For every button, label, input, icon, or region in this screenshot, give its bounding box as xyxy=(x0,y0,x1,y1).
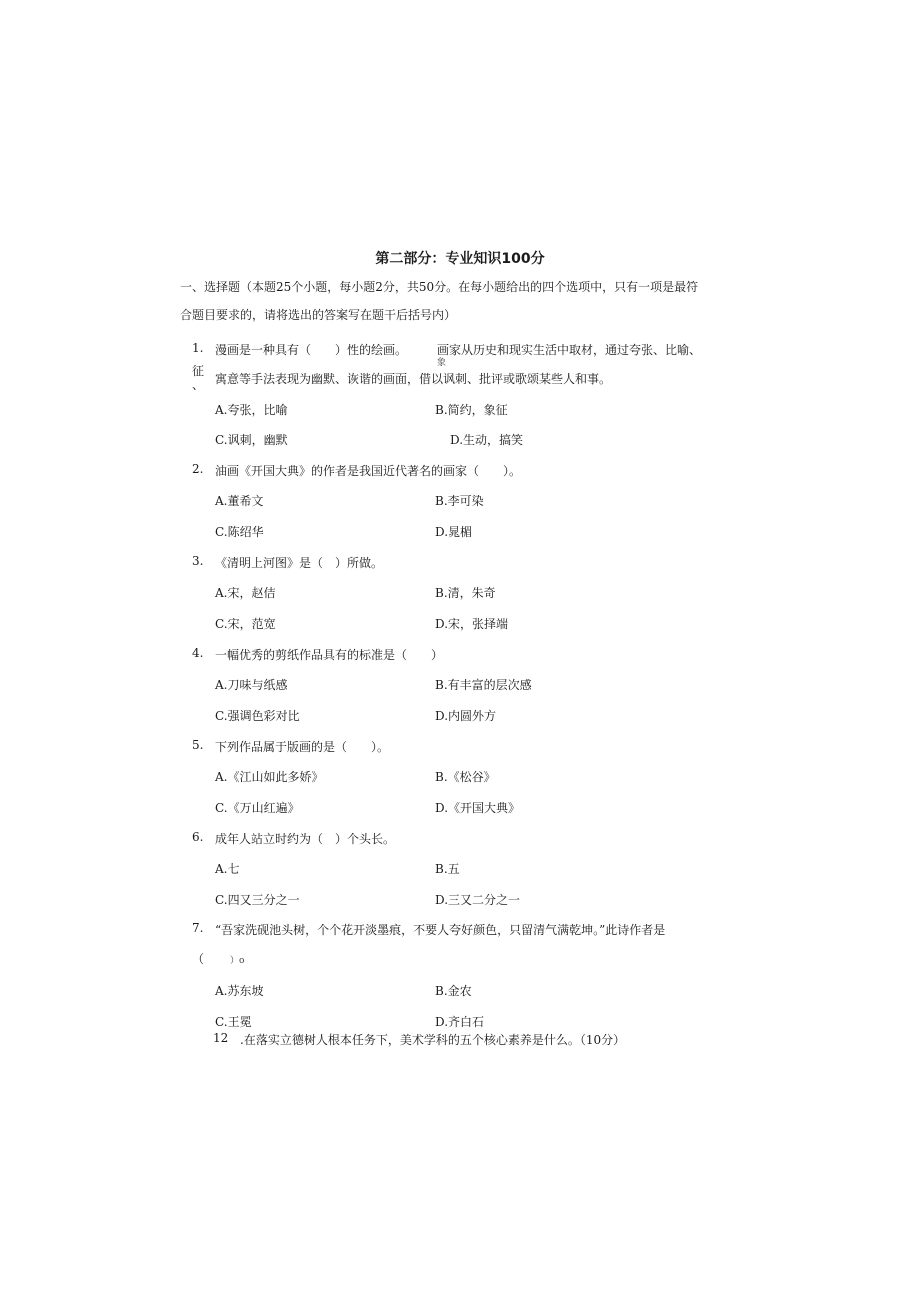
question-1-fragment-top: 象 xyxy=(437,358,447,368)
question-5-option-a: A.《江山如此多娇》 xyxy=(215,770,324,784)
question-3-option-c: C.宋，范宽 xyxy=(215,617,276,631)
question-5-option-b: B.《松谷》 xyxy=(435,770,496,784)
question-3-text: 《清明上河图》是（ ）所做。 xyxy=(215,556,384,570)
question-5-number: 5. xyxy=(192,738,204,752)
question-6-number: 6. xyxy=(192,830,204,844)
question-1-option-b: B.简约，象征 xyxy=(435,403,508,417)
question-4-option-a: A.刀味与纸感 xyxy=(215,678,288,692)
question-2-option-b: B.李可染 xyxy=(435,494,484,508)
question-1-option-d: D.生动，搞笑 xyxy=(450,433,524,447)
question-2-option-d: D.晁楣 xyxy=(435,525,473,539)
question-1-number: 1. xyxy=(192,341,204,355)
question-2-number: 2. xyxy=(192,462,204,476)
question-5-text: 下列作品属于版画的是（ ）。 xyxy=(215,740,390,754)
question-6-option-b: B.五 xyxy=(435,862,460,876)
question-7-text: “吾家洗砚池头树，个个花开淡墨痕，不要人夸好颜色，只留清气满乾坤。”此诗作者是 xyxy=(215,923,666,937)
question-1-option-a: A.夸张，比喻 xyxy=(215,403,288,417)
question-6-text: 成年人站立时约为（ ）个头长。 xyxy=(215,832,396,846)
question-2-text: 油画《开国大典》的作者是我国近代著名的画家（ ）。 xyxy=(215,464,522,478)
question-7-option-c: C.王冕 xyxy=(215,1015,252,1029)
question-7-option-b: B.金农 xyxy=(435,984,472,998)
question-5-option-c: C.《万山红遍》 xyxy=(215,801,300,815)
page-title: 第二部分：专业知识100分 xyxy=(375,251,545,267)
question-4-number: 4. xyxy=(192,646,204,660)
question-3-option-d: D.宋，张择端 xyxy=(435,617,509,631)
question-4-option-d: D.内圆外方 xyxy=(435,709,497,723)
question-1-fragment-left: 征 xyxy=(192,364,205,378)
question-5-option-d: D.《开国大典》 xyxy=(435,801,521,815)
question-4-option-c: C.强调色彩对比 xyxy=(215,709,300,723)
question-7-option-a: A.苏东坡 xyxy=(215,984,264,998)
question-2-option-c: C.陈绍华 xyxy=(215,525,264,539)
question-7-paren-open: （ xyxy=(192,952,205,966)
question-4-text: 一幅优秀的剪纸作品具有的标准是（ ） xyxy=(215,648,444,662)
essay-question-text: .在落实立德树人根本任务下，美术学科的五个核心素养是什么。（10分） xyxy=(240,1033,626,1047)
question-7-number: 7. xyxy=(192,921,204,935)
essay-question-number: 12 xyxy=(213,1031,229,1045)
question-7-paren-mark: ）o xyxy=(230,956,245,966)
question-3-number: 3. xyxy=(192,554,204,568)
question-1-fragment-mark: 、 xyxy=(192,378,205,392)
section-instructions-line2: 合题目要求的，请将选出的答案写在题干后括号内） xyxy=(180,308,457,322)
question-1-option-c: C.讽刺，幽默 xyxy=(215,433,288,447)
question-6-option-c: C.四又三分之一 xyxy=(215,893,300,907)
question-3-option-a: A.宋，赵佶 xyxy=(215,586,276,600)
question-7-option-d: D.齐白石 xyxy=(435,1015,485,1029)
question-1-text-line2: 寓意等手法表现为幽默、诙谐的画面，借以讽刺、批评或歌颂某些人和事。 xyxy=(215,372,612,386)
question-6-option-d: D.三又二分之一 xyxy=(435,893,521,907)
question-6-option-a: A.七 xyxy=(215,862,240,876)
question-1-text: 漫画是一种具有（ ）性的绘画。 xyxy=(215,343,408,357)
question-1-text-continued: 画家从历史和现实生活中取材，通过夸张、比喻、 xyxy=(437,343,702,357)
question-2-option-a: A.董希文 xyxy=(215,494,264,508)
question-3-option-b: B.清，朱奇 xyxy=(435,586,496,600)
question-4-option-b: B.有丰富的层次感 xyxy=(435,678,532,692)
section-instructions-line1: 一、选择题（本题25个小题，每小题2分，共50分。在每小题给出的四个选项中，只有一项是最符 xyxy=(180,280,699,294)
